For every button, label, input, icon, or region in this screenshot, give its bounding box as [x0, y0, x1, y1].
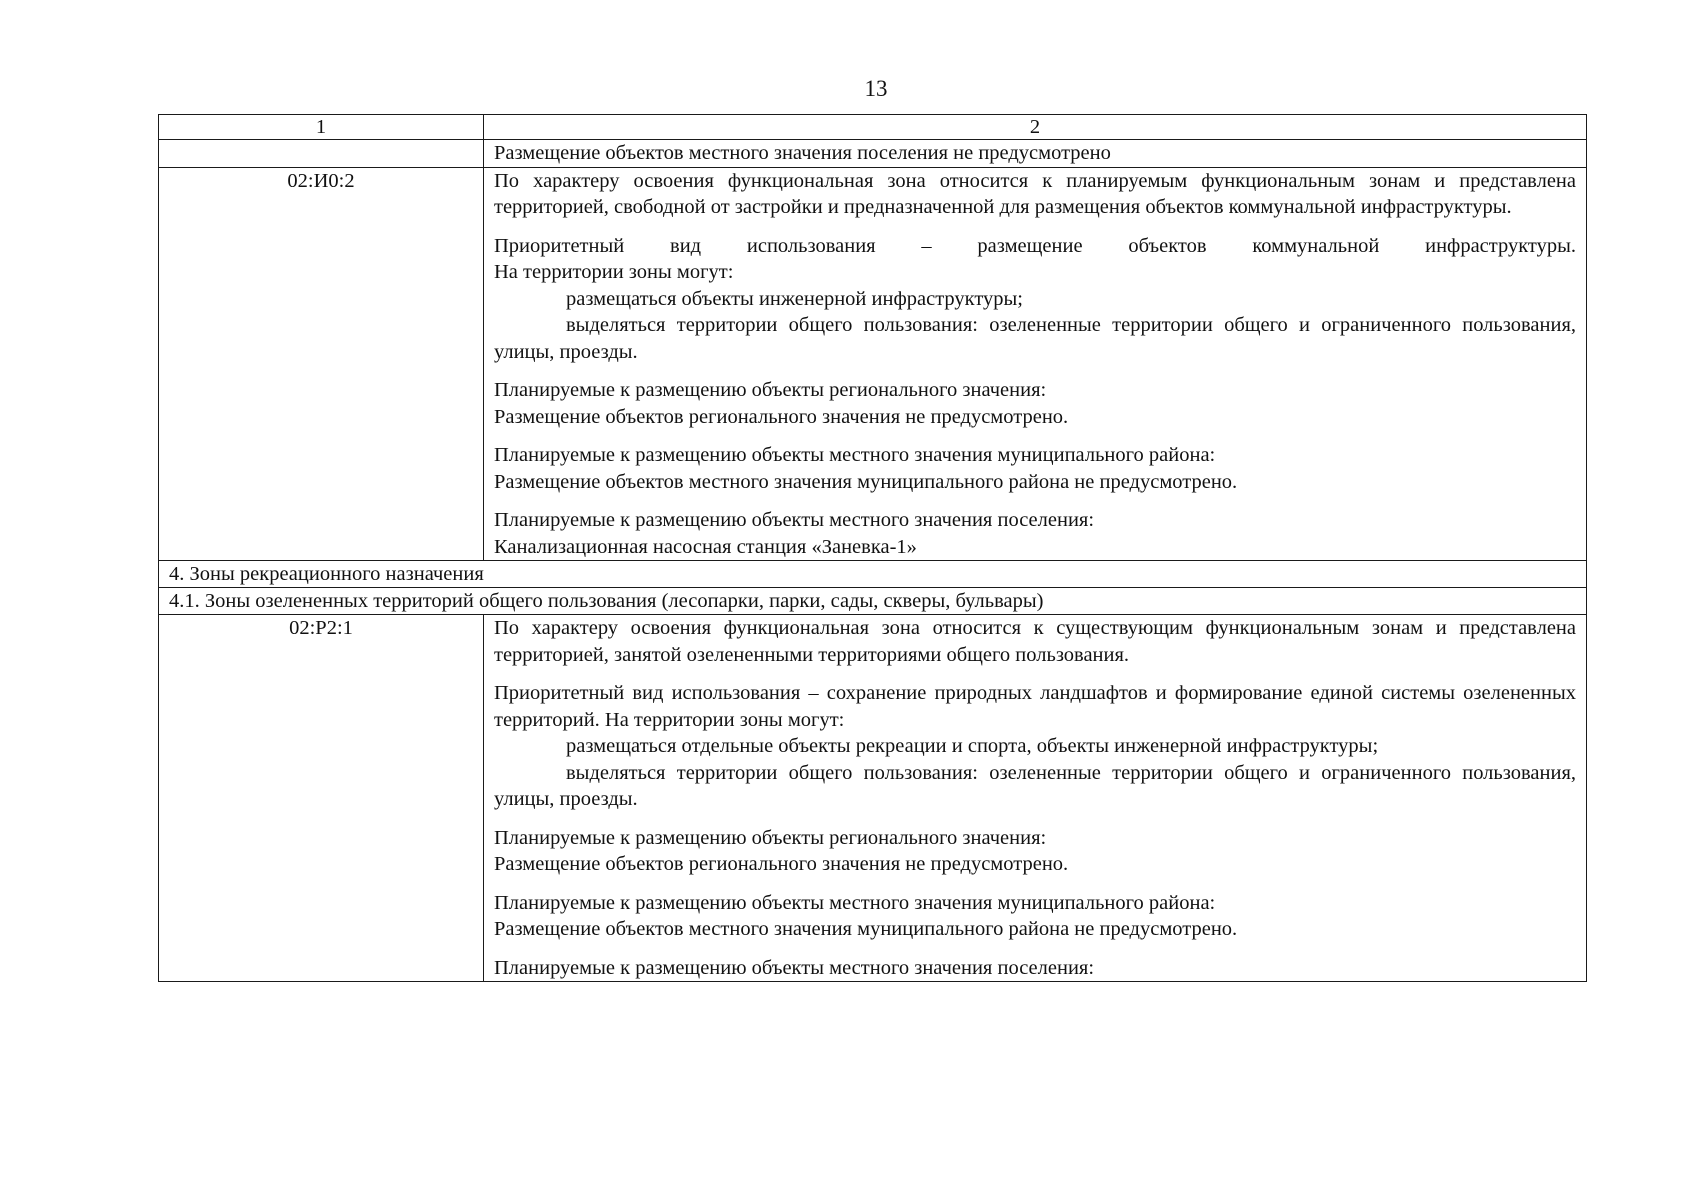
municipal-text: Размещение объектов местного значения муниципального района не предусмотрено.	[494, 470, 1238, 493]
settlement-text: Канализационная насосная станция «Заневка-1»	[494, 535, 917, 558]
subsection-heading: 4.1. Зоны озелененных территорий общего пользования (лесопарки, парки, сады, скверы, бульвары)	[159, 588, 1587, 615]
settlement-title: Планируемые к размещению объекты местного значения поселения:	[494, 509, 1095, 531]
priority-paragraph	[494, 680, 1576, 813]
section-row	[159, 561, 1587, 588]
municipal-objects	[494, 890, 1576, 943]
page-number: 13	[864, 76, 888, 101]
priority-line: Приоритетный вид использования – размещение объектов коммунальной инфраструктуры.	[494, 234, 1576, 257]
allowed-item: выделяться территории общего пользования: озелененные территории общего и ограниченного пользования, улицы, проезды.	[494, 314, 1576, 363]
allowed-item: размещаться отдельные объекты рекреации и спорта, объекты инженерной инфраструктуры;	[566, 735, 1379, 757]
settlement-objects	[494, 507, 1576, 560]
character-paragraph: По характеру освоения функциональная зона относится к планируемым функциональным зонам и представлена территорией, свободной от застройки и предназначенной для размещения объектов коммунальной инфраструктуры.	[494, 169, 1576, 218]
zone-description	[484, 615, 1587, 982]
table-header-row	[159, 115, 1587, 140]
allowed-item: выделяться территории общего пользования: озелененные территории общего и ограниченного пользования, улицы, проезды.	[494, 761, 1576, 810]
subsection-row	[159, 588, 1587, 615]
regional-text: Размещение объектов регионального значения не предусмотрено.	[494, 853, 1069, 875]
settlement-title: Планируемые к размещению объекты местного значения поселения:	[494, 956, 1095, 979]
zones-table	[158, 114, 1587, 982]
regional-text: Размещение объектов регионального значения не предусмотрено.	[494, 405, 1069, 428]
settlement-objects	[494, 955, 1576, 982]
regional-objects	[494, 377, 1576, 430]
zone-code: 02:Р2:1	[159, 615, 484, 982]
section-heading: 4. Зоны рекреационного назначения	[159, 561, 1587, 588]
municipal-title: Планируемые к размещению объекты местного значения муниципального района:	[494, 444, 1216, 466]
table-row-zone-r2-1	[159, 615, 1587, 982]
municipal-objects	[494, 442, 1576, 495]
priority-paragraph	[494, 233, 1576, 366]
table-row-zone-i0-2	[159, 167, 1587, 561]
allowed-intro: На территории зоны могут:	[494, 261, 734, 283]
column-header-1: 1	[159, 115, 484, 140]
empty-cell	[159, 140, 484, 168]
zone-code: 02:И0:2	[159, 167, 484, 561]
column-header-2: 2	[484, 115, 1587, 140]
regional-title: Планируемые к размещению объекты регионального значения:	[494, 826, 1047, 849]
regional-title: Планируемые к размещению объекты регионального значения:	[494, 379, 1047, 401]
municipal-text: Размещение объектов местного значения муниципального района не предусмотрено.	[494, 918, 1238, 940]
municipal-title: Планируемые к размещению объекты местного значения муниципального района:	[494, 891, 1216, 914]
priority-text: Приоритетный вид использования – сохранение природных ландшафтов и формирование единой системы озелененных территорий. На территории зоны могут:	[494, 682, 1576, 731]
character-paragraph: По характеру освоения функциональная зона относится к существующим функциональным зонам и представлена территорией, занятой озелененными территориями общего пользования.	[494, 617, 1576, 666]
regional-objects	[494, 825, 1576, 878]
allowed-item: размещаться объекты инженерной инфраструктуры;	[566, 287, 1023, 310]
continuation-cell: Размещение объектов местного значения поселения не предусмотрено	[484, 140, 1587, 168]
zone-description	[484, 167, 1587, 561]
table-row	[159, 140, 1587, 168]
